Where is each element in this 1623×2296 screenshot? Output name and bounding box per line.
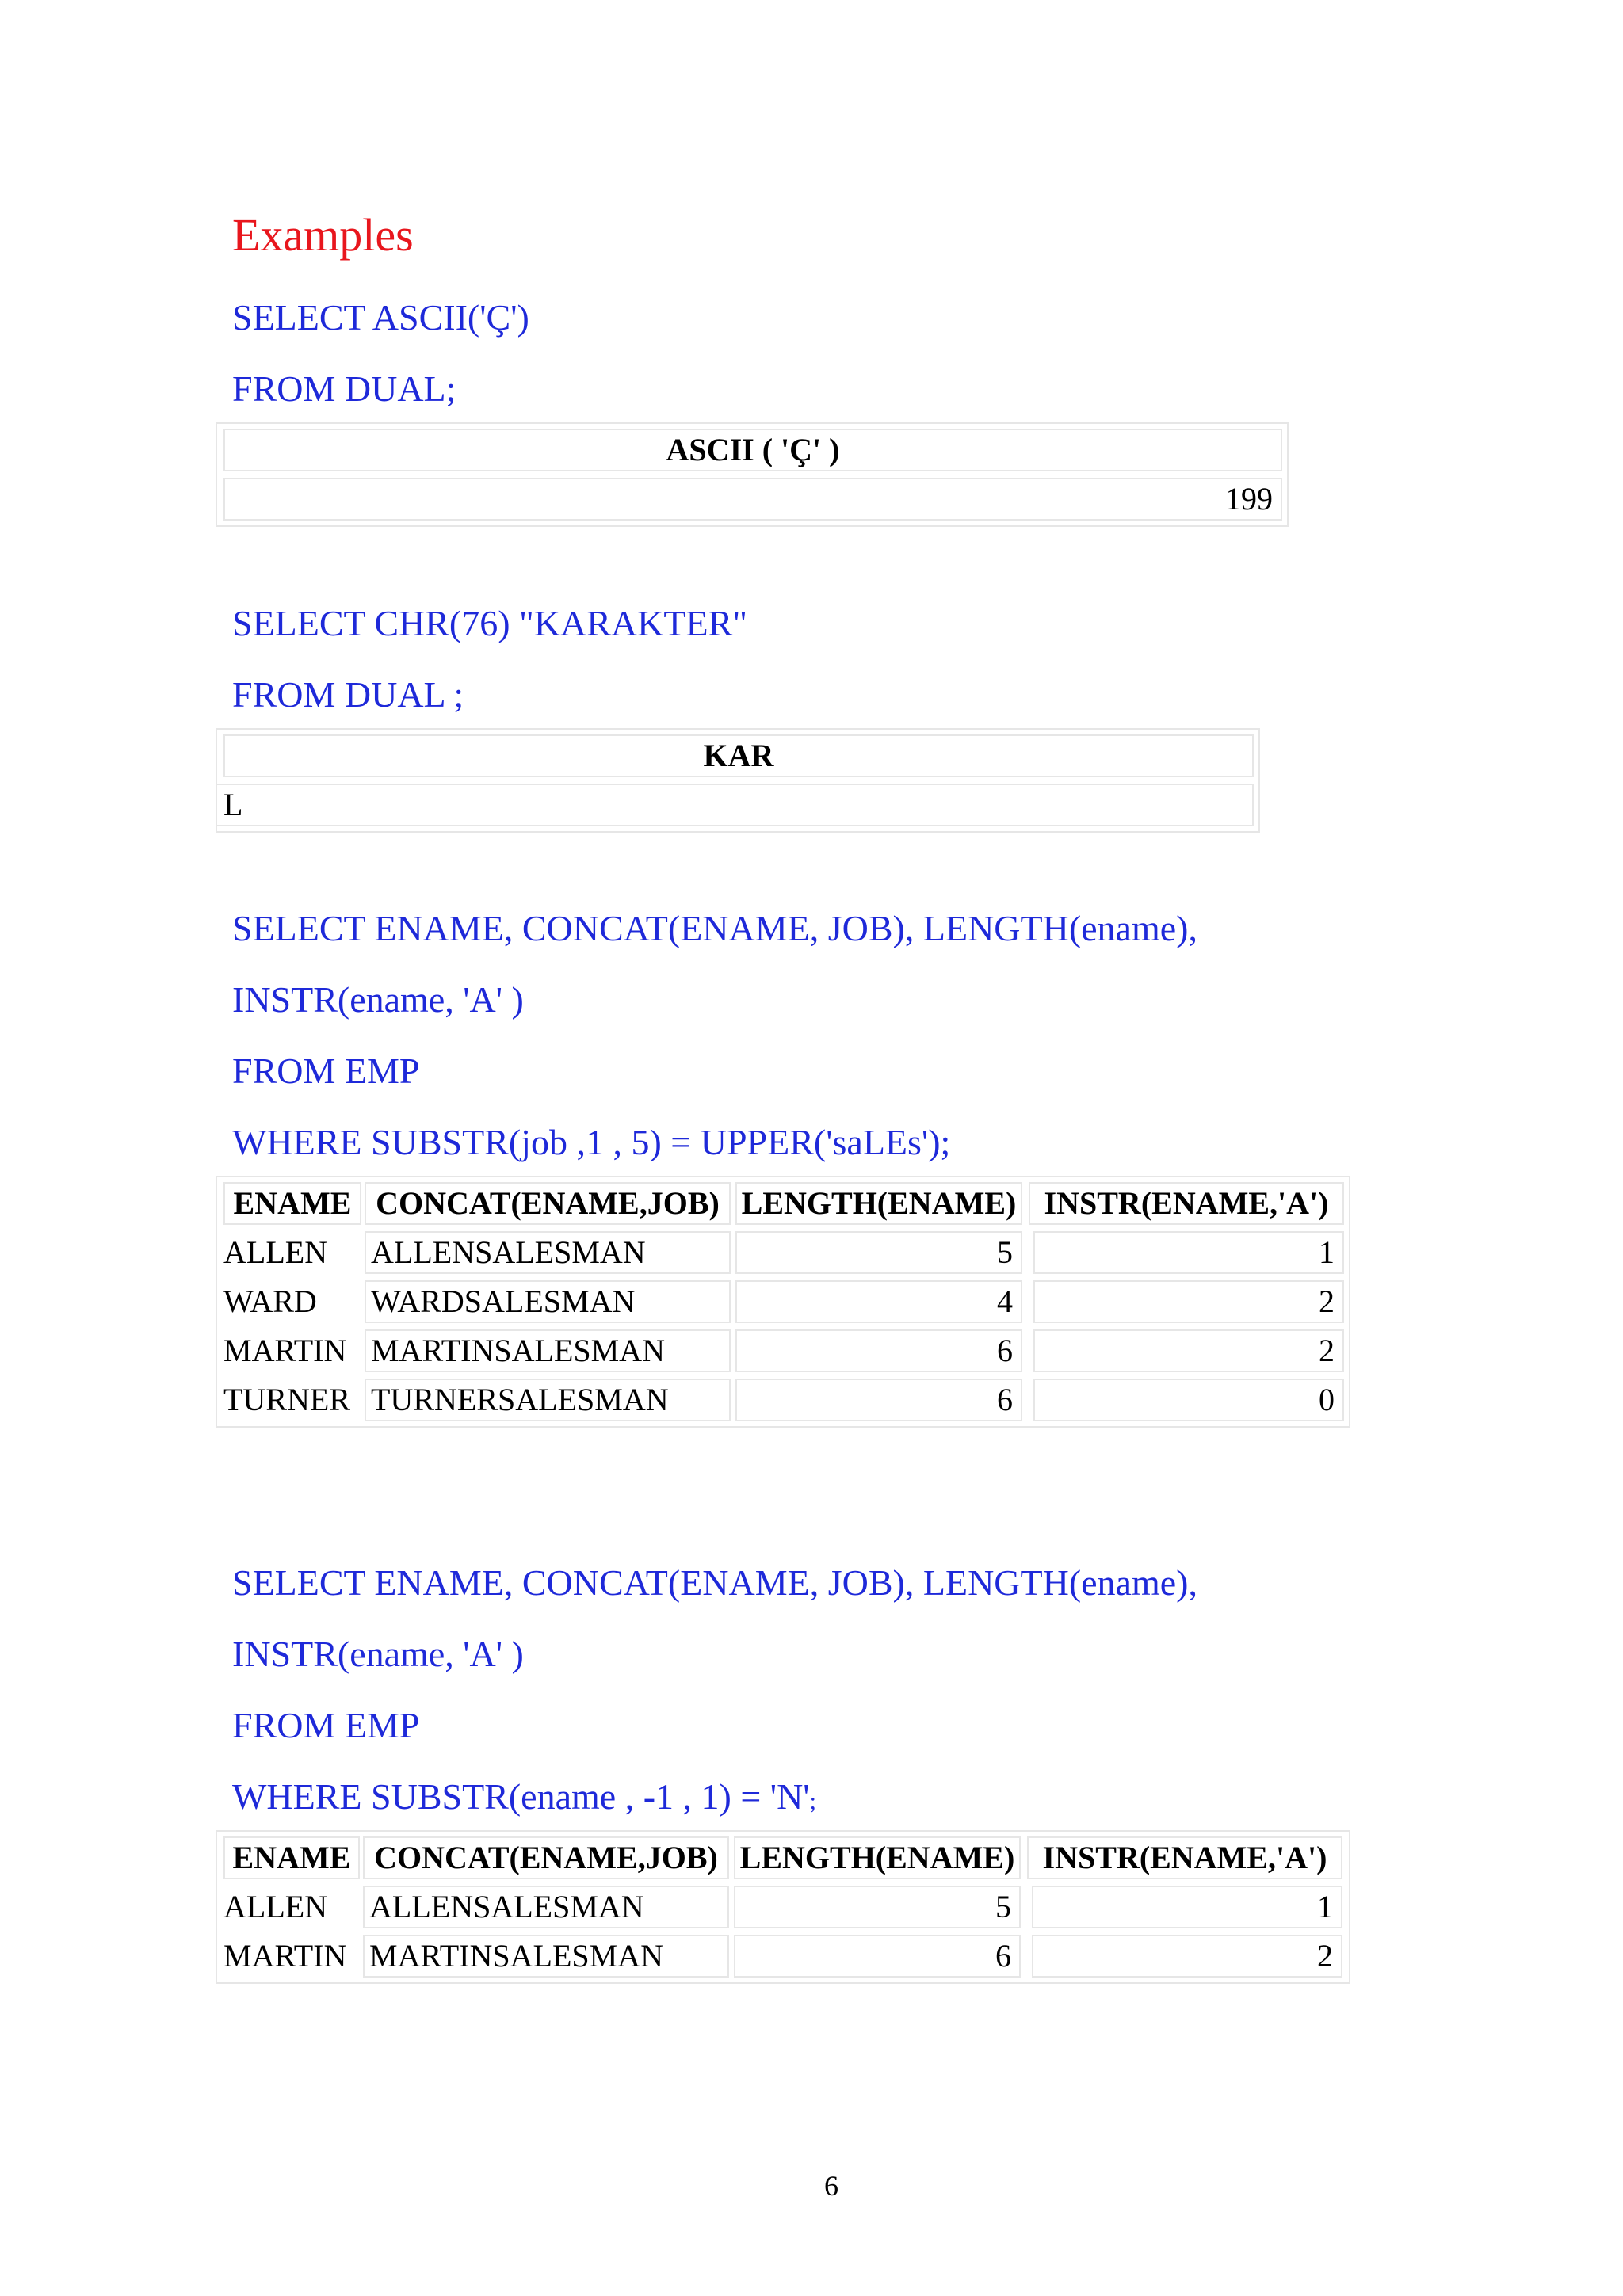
table-cell: WARDSALESMAN [365,1280,731,1323]
table-cell: 2 [1033,1329,1344,1372]
column-header: CONCAT(ENAME,JOB) [365,1182,731,1225]
table-cell: WARD [223,1283,317,1319]
table-cell: L [216,784,1254,826]
table-cell: ALLENSALESMAN [365,1231,731,1274]
table-cell: ALLEN [223,1889,328,1924]
column-header: ASCII ( 'Ç' ) [223,429,1282,471]
column-header: LENGTH(ENAME) [735,1182,1022,1225]
sql-line: FROM EMP [232,1051,420,1091]
sql-line: FROM DUAL ; [232,674,464,715]
column-header: ENAME [223,1836,360,1879]
sql-line: FROM DUAL; [232,368,456,409]
table-cell: 6 [734,1935,1021,1978]
sql-line [232,1776,816,1817]
sql-line: SELECT ASCII('Ç') [232,297,529,338]
table-cell: 5 [734,1886,1021,1928]
table-cell: 5 [735,1231,1022,1274]
table-cell: 4 [735,1280,1022,1323]
table-cell: ALLEN [223,1234,328,1270]
table-cell: 6 [735,1329,1022,1372]
table-cell: TURNER [223,1382,350,1417]
column-header: INSTR(ENAME,'A') [1027,1836,1342,1879]
table-cell: MARTINSALESMAN [363,1935,729,1978]
table-cell: 1 [1032,1886,1342,1928]
sql-line: SELECT ENAME, CONCAT(ENAME, JOB), LENGTH(ename), [232,908,1197,948]
sql-line: SELECT CHR(76) "KARAKTER" [232,603,748,643]
table-cell: 1 [1033,1231,1344,1274]
column-header: LENGTH(ENAME) [734,1836,1021,1879]
column-header: INSTR(ENAME,'A') [1029,1182,1344,1225]
page-heading: Examples [232,209,414,261]
page-number: 6 [824,2170,838,2202]
column-header: KAR [223,734,1254,777]
column-header: ENAME [223,1182,361,1225]
table-cell: 2 [1032,1935,1342,1978]
sql-text: WHERE SUBSTR(ename , -1 , 1) = 'N' [232,1776,810,1817]
sql-line: WHERE SUBSTR(job ,1 , 5) = UPPER('saLEs'); [232,1122,951,1162]
table-cell: 0 [1033,1379,1344,1421]
sql-line: INSTR(ename, 'A' ) [232,1634,524,1674]
table-cell: 6 [735,1379,1022,1421]
table-cell: TURNERSALESMAN [365,1379,731,1421]
table-cell: ALLENSALESMAN [363,1886,729,1928]
table-cell: 2 [1033,1280,1344,1323]
table-cell: MARTINSALESMAN [365,1329,731,1372]
table-cell: MARTIN [223,1333,347,1368]
sql-line: INSTR(ename, 'A' ) [232,979,524,1020]
sql-line: FROM EMP [232,1705,420,1745]
sql-line: SELECT ENAME, CONCAT(ENAME, JOB), LENGTH(ename), [232,1562,1197,1603]
column-header: CONCAT(ENAME,JOB) [363,1836,729,1879]
sql-terminator: ; [809,1788,816,1814]
table-cell: MARTIN [223,1938,347,1974]
table-cell: 199 [223,478,1282,521]
